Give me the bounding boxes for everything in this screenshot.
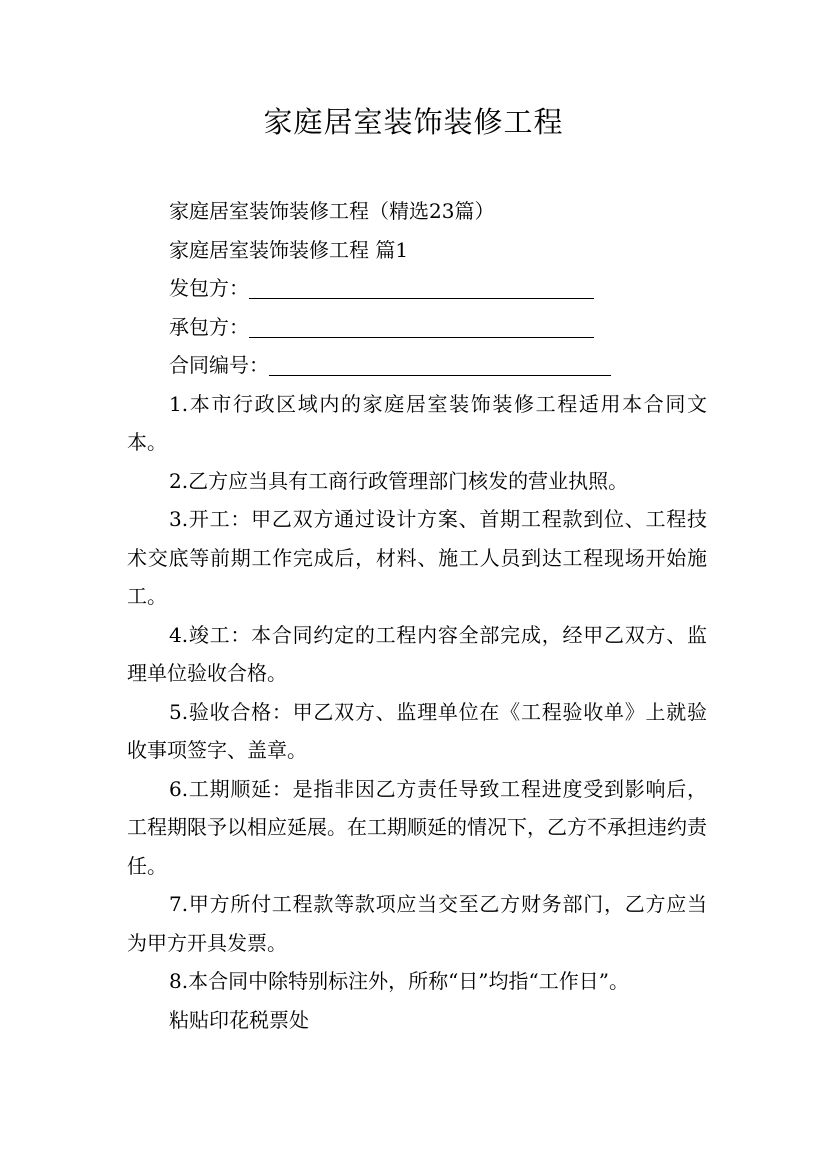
field-label-contract-number: 合同编号： [169, 353, 269, 377]
clause-6: 6.工期顺延：是指非因乙方责任导致工程进度受到影响后，工程期限予以相应延展。在工期顺延的情况下，乙方不承担违约责任。 [127, 776, 707, 878]
document-title: 家庭居室装饰装修工程 [263, 105, 564, 139]
clause-3: 3.开工：甲乙双方通过设计方案、首期工程款到位、工程技术交底等前期工作完成后，材料、施工人员到达工程现场开始施工。 [127, 507, 707, 608]
clause-1: 1.本市行政区域内的家庭居室装饰装修工程适用本合同文本。 [127, 391, 707, 454]
clause-8: 8.本合同中除特别标注外，所称“日”均指“工作日”。 [169, 969, 629, 993]
clause-4: 4.竣工：本合同约定的工程内容全部完成，经甲乙双方、监理单位验收合格。 [127, 622, 707, 685]
field-blank-client[interactable] [249, 272, 594, 299]
field-blank-contractor[interactable] [249, 311, 594, 338]
section-heading: 家庭居室装饰装修工程 篇1 [169, 237, 409, 262]
clause-5: 5.验收合格：甲乙双方、监理单位在《工程验收单》上就验收事项签字、盖章。 [127, 699, 707, 762]
clause-7: 7.甲方所付工程款等款项应当交至乙方财务部门，乙方应当为甲方开具发票。 [127, 892, 707, 955]
document-body [127, 192, 707, 1039]
field-row-contract-number [127, 346, 707, 385]
field-label-contractor: 承包方： [169, 314, 249, 339]
field-blank-contract-number[interactable] [269, 349, 611, 376]
field-label-client: 发包方： [169, 276, 249, 300]
stamp-note: 粘贴印花税票处 [169, 1007, 309, 1032]
subtitle: 家庭居室装饰装修工程（精选23篇） [169, 199, 495, 223]
field-row-contractor [127, 308, 707, 347]
field-row-client [127, 269, 707, 308]
clause-2: 2.乙方应当具有工商行政管理部门核发的营业执照。 [169, 468, 629, 493]
